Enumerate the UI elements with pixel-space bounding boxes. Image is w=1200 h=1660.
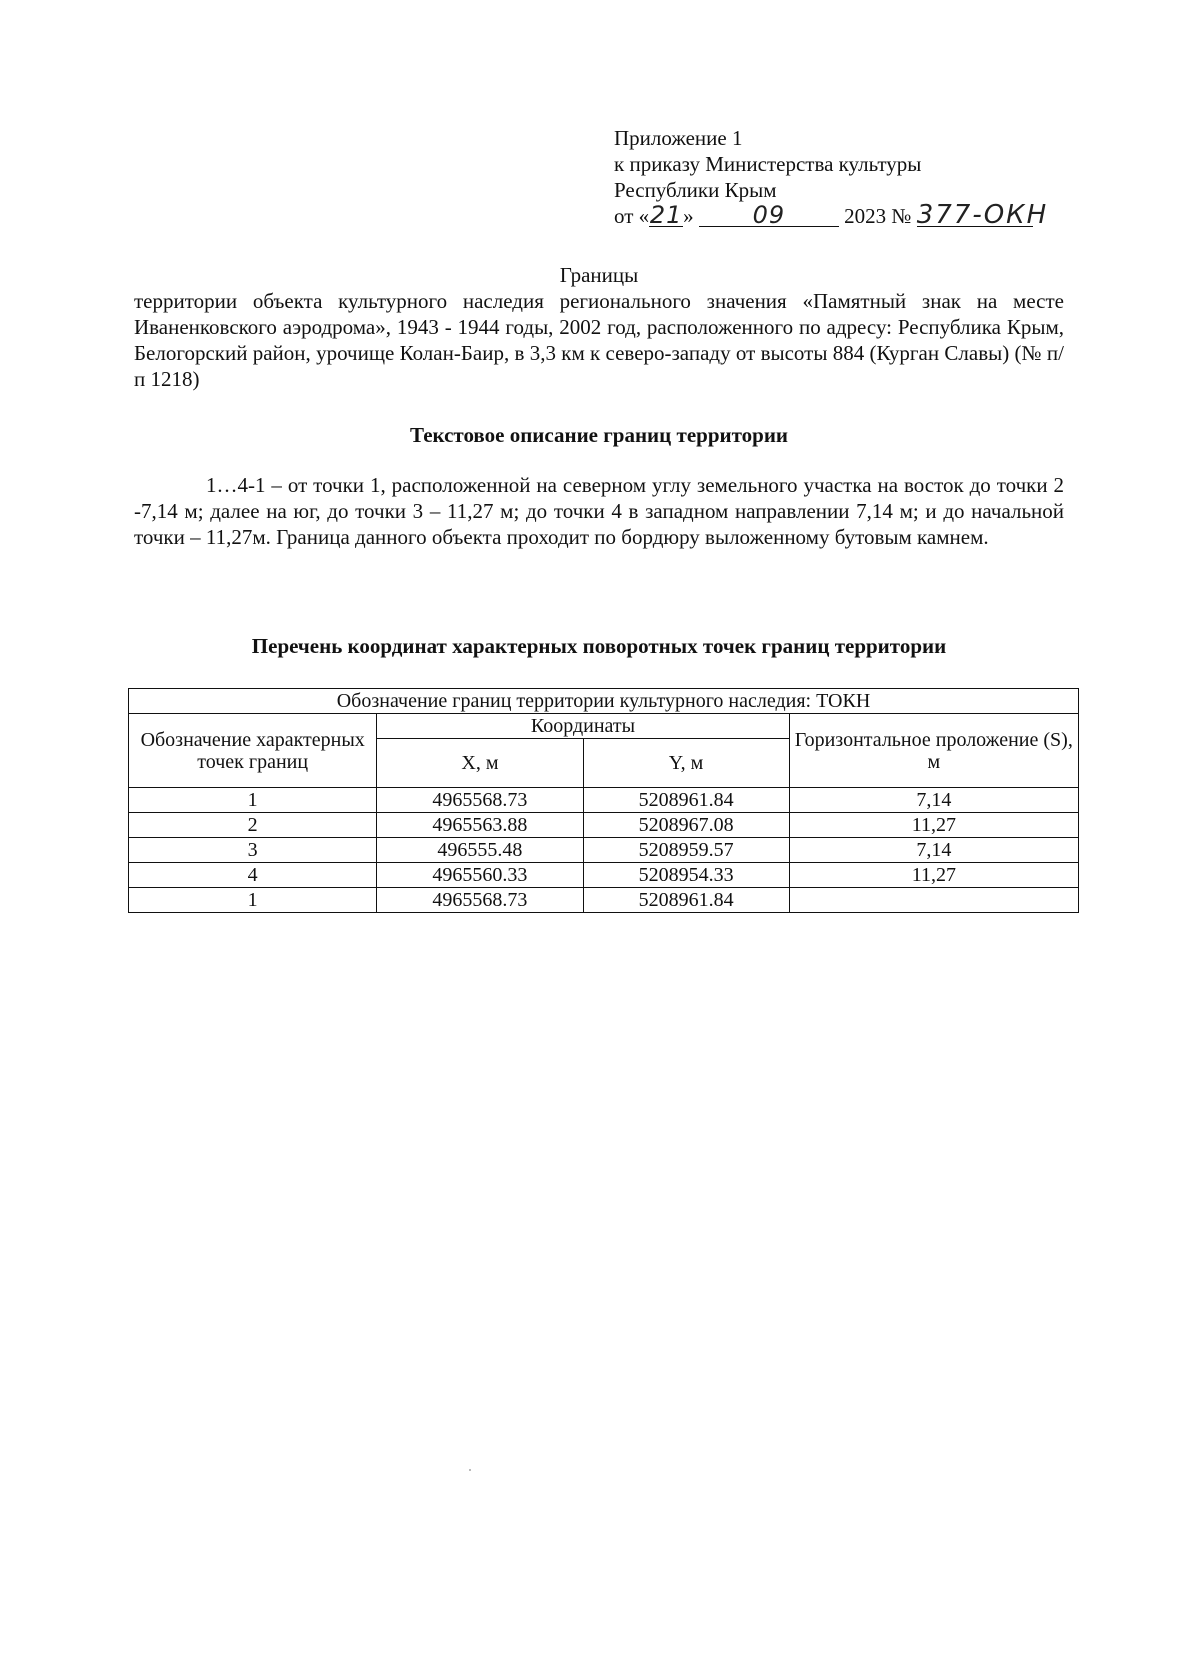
appendix-line-3: Республики Крым xyxy=(614,178,777,202)
cell-y: 5208954.33 xyxy=(583,863,789,888)
appendix-block xyxy=(614,125,1094,229)
table-caption-row xyxy=(129,689,1079,714)
cell-x: 4965568.73 xyxy=(377,788,583,813)
document-title: Границы xyxy=(559,263,639,287)
cell-point: 1 xyxy=(129,888,377,913)
boundary-text-description: 1…4-1 – от точки 1, расположенной на северном углу земельного участка на восток до точки 2 -7,14 м; далее на юг, до точки 3 – 11,27 м; до точки 4 в западном направлении 7,14 м; и до начальной точки – 11,27м. Граница данного объекта проходит по бордюру выложенному бутовым камнем. xyxy=(134,473,1064,549)
table-header-row xyxy=(129,714,1079,739)
coordinates-table xyxy=(128,688,1079,913)
cell-distance xyxy=(789,888,1078,913)
cell-distance: 11,27 xyxy=(789,863,1078,888)
cell-point: 3 xyxy=(129,838,377,863)
cell-y: 5208967.08 xyxy=(583,813,789,838)
date-year: 2023 № xyxy=(844,204,912,228)
cell-x: 496555.48 xyxy=(377,838,583,863)
header-y: Y, м xyxy=(583,739,789,788)
cell-y: 5208961.84 xyxy=(583,788,789,813)
table-row xyxy=(129,788,1079,813)
cell-y: 5208959.57 xyxy=(583,838,789,863)
cell-x: 4965563.88 xyxy=(377,813,583,838)
header-x: X, м xyxy=(377,739,583,788)
header-points: Обозначение характерных точек границ xyxy=(129,714,377,788)
header-coordinates: Координаты xyxy=(377,714,789,739)
table-row xyxy=(129,888,1079,913)
handwritten-order-number: 377-ОКН xyxy=(916,200,1049,230)
date-mid: » xyxy=(683,204,694,228)
object-description: территории объекта культурного наследия регионального значения «Памятный знак на месте Иваненковского аэродрома», 1943 - 1944 годы, 2002 год, расположенного по адресу: Республика Крым, Белогорский район, урочище Колан-Баир, в 3,3 км к северо-западу от высоты 884 (Курган Славы) (№ п/п 1218) xyxy=(134,289,1064,391)
header-horizontal-distance: Горизонтальное проложение (S), м xyxy=(789,714,1078,788)
text-description-heading: Текстовое описание границ территории xyxy=(409,423,789,447)
cell-point: 4 xyxy=(129,863,377,888)
scan-speck xyxy=(469,1469,471,1471)
handwritten-day: 21 xyxy=(649,201,683,229)
cell-x: 4965560.33 xyxy=(377,863,583,888)
cell-point: 2 xyxy=(129,813,377,838)
table-caption: Обозначение границ территории культурного наследия: ТОКН xyxy=(129,689,1079,714)
appendix-line-1: Приложение 1 xyxy=(614,126,743,150)
cell-distance: 7,14 xyxy=(789,838,1078,863)
handwritten-month: 09 xyxy=(699,204,839,227)
date-prefix: от « xyxy=(614,204,650,228)
table-row xyxy=(129,813,1079,838)
cell-distance: 7,14 xyxy=(789,788,1078,813)
table-row xyxy=(129,863,1079,888)
table-row xyxy=(129,838,1079,863)
cell-distance: 11,27 xyxy=(789,813,1078,838)
appendix-line-2: к приказу Министерства культуры xyxy=(614,152,922,176)
cell-x: 4965568.73 xyxy=(377,888,583,913)
cell-y: 5208961.84 xyxy=(583,888,789,913)
order-date-line xyxy=(614,200,1094,230)
cell-point: 1 xyxy=(129,788,377,813)
coordinates-table-heading: Перечень координат характерных поворотных точек границ территории xyxy=(251,634,947,658)
